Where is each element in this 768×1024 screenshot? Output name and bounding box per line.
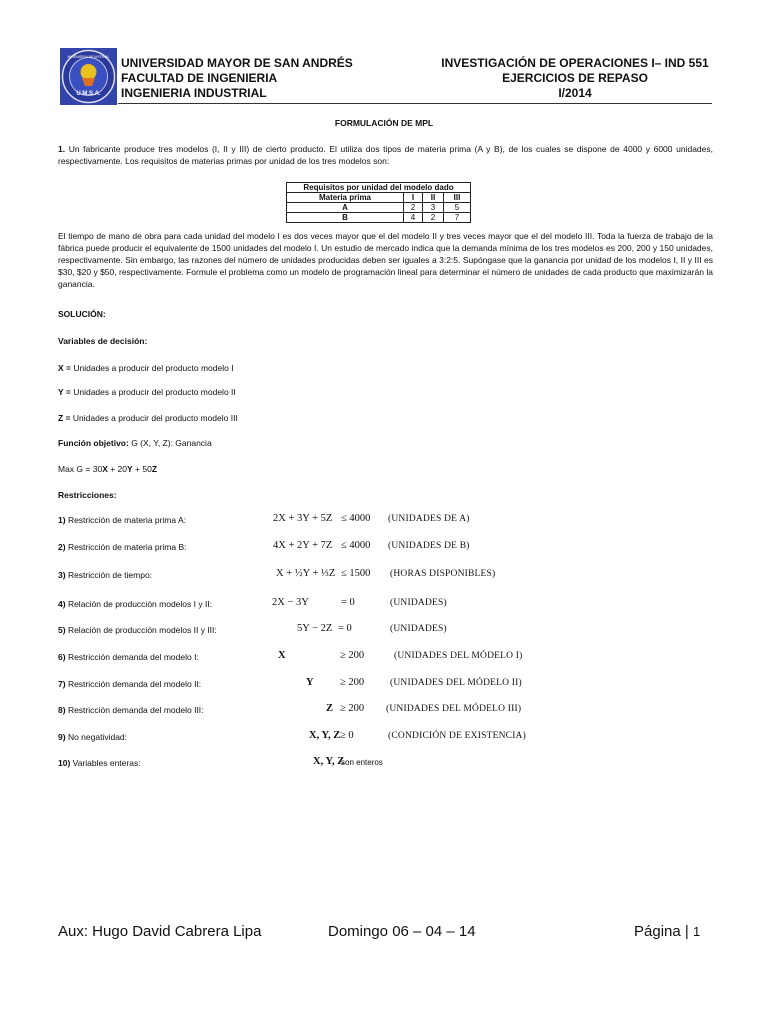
objective-desc: G (X, Y, Z): Ganancia [131, 438, 212, 448]
problem-intro-text: Un fabricante produce tres modelos (I, II y III) de cierto producto. El utiliza dos tipos de materia prima (A y B), de los cuales se dispone de 4000 y 6000 unidades, respectivamente. Los requisitos de materias primas por unidad de los tres modelos son: [58, 144, 713, 166]
table-cell: 5 [444, 203, 471, 213]
restriction-number: 4) [58, 599, 66, 609]
max-mid1: + 20 [107, 464, 128, 474]
header-exercises: EJERCICIOS DE REPASO [502, 71, 648, 85]
restriction-label [58, 678, 201, 690]
header-course: INVESTIGACIÓN DE OPERACIONES I– IND 551 [441, 56, 709, 70]
header-university: UNIVERSIDAD MAYOR DE SAN ANDRÉS [121, 56, 353, 70]
restriction-expr: Y [306, 677, 314, 688]
restriction-rel: = 0 [338, 623, 352, 634]
max-x: X [102, 464, 108, 474]
table-header-cell: II [423, 193, 444, 203]
restriction-unit: (HORAS DISPONIBLES) [390, 569, 496, 579]
max-z: Z [151, 464, 158, 474]
restriction-number: 3) [58, 570, 66, 580]
header-faculty: FACULTAD DE INGENIERIA [121, 71, 278, 85]
table-header-cell: III [444, 193, 471, 203]
restriction-unit: (UNIDADES DEL MÓDELO I) [394, 651, 523, 661]
table-cell: 2 [423, 213, 444, 223]
requirements-table-wrap [286, 182, 471, 223]
problem-body: El tiempo de mano de obra para cada unidad del modelo I es dos veces mayor que el del modelo II y tres veces mayor que el del modelo III. Toda la fuerza de trabajo de la fábrica puede producir el equivalente de 1500 unidades del modelo I. Un estudio de mercado indica que la demanda mínima de los tres modelos es 200, 200 y 150 unidades, respectivamente. Sin embargo, las razones del número de unidades producidas deben ser iguales a 3:2:5. Supóngase que la ganancia por unidad de los modelos I, II y III es $30, $20 y $50, respectivamente. Formule el problema como un modelo de programación lineal para determinar el número de unidades de cada producto que maximizarán la ganancia. [58, 231, 713, 289]
decision-vars-title: Variables de decisión: [58, 336, 148, 346]
restriction-text: Restricción de tiempo: [67, 570, 153, 580]
restriction-label [58, 731, 127, 743]
table-header-cell: I [404, 193, 423, 203]
restriction-number: 9) [58, 732, 66, 742]
var-symbol: X = [58, 363, 71, 373]
page-number: 1 [692, 924, 701, 939]
header-term: I/2014 [558, 86, 592, 100]
table-title: Requisitos por unidad del modelo dado [287, 183, 471, 193]
restriction-label [58, 624, 217, 636]
max-mid2: + 50 [132, 464, 152, 474]
restriction-label [58, 514, 186, 526]
header-divider [118, 103, 712, 104]
restriction-label [58, 757, 141, 769]
restriction-rel: ≥ 200 [340, 650, 365, 661]
restriction-text: Restricción demanda del modelo II: [67, 679, 202, 689]
restriction-unit: (UNIDADES) [390, 598, 447, 608]
restriction-label [58, 569, 152, 581]
restriction-text: No negatividad: [67, 732, 128, 742]
footer-author: Aux: Hugo David Cabrera Lipa [58, 923, 262, 940]
restriction-expr: 2X − 3Y [272, 597, 309, 608]
restriction-expr: 4X + 2Y + 7Z [273, 540, 333, 551]
restriction-rel: ≤ 4000 [341, 513, 371, 524]
restriction-label [58, 704, 204, 716]
table-cell: 4 [404, 213, 423, 223]
restriction-expr: X + ½Y + ⅓Z [276, 568, 336, 579]
restriction-text: Restricción de materia prima B: [67, 542, 187, 552]
restriction-number: 1) [58, 515, 66, 525]
restriction-number: 8) [58, 705, 66, 715]
restriction-number: 7) [58, 679, 66, 689]
restriction-unit: (UNIDADES DE B) [388, 541, 470, 551]
restriction-number: 10) [58, 758, 71, 768]
restriction-rel: ≤ 1500 [341, 568, 371, 579]
table-cell: 7 [444, 213, 471, 223]
solution-title: SOLUCIÓN: [58, 309, 106, 319]
restriction-text: Restricción de materia prima A: [67, 515, 187, 525]
restriction-number: 6) [58, 652, 66, 662]
restriction-rel: ≥ 0 [340, 730, 354, 741]
restriction-text: Restricción demanda del modelo I: [67, 652, 199, 662]
restriction-text: Relación de producción modelos I y II: [67, 599, 213, 609]
var-description: Unidades a producir del producto modelo III [72, 413, 238, 423]
var-description: Unidades a producir del producto modelo I [73, 363, 234, 373]
restriction-rel: son enteros [341, 758, 383, 767]
decision-var-z [58, 412, 238, 424]
restriction-unit: (UNIDADES DEL MÓDELO III) [386, 704, 522, 714]
restriction-number: 2) [58, 542, 66, 552]
restriction-rel: ≥ 200 [340, 703, 365, 714]
restriction-expr: 2X + 3Y + 5Z [273, 513, 333, 524]
restriction-text: Restricción demanda del modelo III: [67, 705, 204, 715]
university-logo [60, 48, 117, 105]
table-header-cell: Materia prima [287, 193, 404, 203]
logo-bottom-text: U.M.S.A. [76, 91, 101, 97]
header-career: INGENIERIA INDUSTRIAL [121, 86, 267, 100]
restriction-rel: ≥ 200 [340, 677, 365, 688]
var-symbol: Y = [58, 387, 71, 397]
restriction-expr: X, Y, Z [309, 730, 341, 741]
problem-number: 1. [58, 144, 66, 154]
restriction-number: 5) [58, 625, 66, 635]
table-cell: 3 [423, 203, 444, 213]
restriction-label [58, 541, 187, 553]
decision-var-y [58, 386, 236, 398]
objective-function [58, 437, 212, 449]
max-y: Y [127, 464, 133, 474]
section-title: FORMULACIÓN DE MPL [334, 118, 434, 128]
restrictions-title: Restricciones: [58, 490, 117, 500]
page-label: Página | [634, 923, 689, 940]
table-row [287, 203, 471, 213]
restriction-text: Relación de producción modelos II y III: [67, 625, 217, 635]
max-expression [58, 463, 157, 475]
var-description: Unidades a producir del producto modelo II [73, 387, 236, 397]
footer-date: Domingo 06 – 04 – 14 [328, 923, 476, 940]
table-cell: B [287, 213, 404, 223]
restriction-text: Variables enteras: [72, 758, 141, 768]
footer-page [634, 923, 700, 941]
objective-label: Función objetivo: [58, 438, 129, 448]
table-row [287, 213, 471, 223]
decision-var-x [58, 362, 234, 374]
problem-intro [58, 143, 713, 167]
restriction-rel: ≤ 4000 [341, 540, 371, 551]
restriction-unit: (UNIDADES DEL MÓDELO II) [390, 678, 522, 688]
table-cell: 2 [404, 203, 423, 213]
restriction-unit: (UNIDADES DE A) [388, 514, 470, 524]
restriction-expr: X, Y, Z [313, 756, 345, 767]
restriction-expr: Z [326, 703, 334, 714]
max-prefix: Max G = 30 [58, 464, 103, 474]
restriction-rel: = 0 [341, 597, 355, 608]
restriction-label [58, 651, 199, 663]
restriction-unit: (CONDICIÓN DE EXISTENCIA) [388, 731, 526, 741]
var-symbol: Z = [58, 413, 71, 423]
restriction-expr: 5Y − 2Z [297, 623, 333, 634]
table-cell: A [287, 203, 404, 213]
logo-top-text: INGENIERIA INDUSTRIAL [67, 55, 110, 59]
requirements-table [286, 182, 471, 223]
restriction-unit: (UNIDADES) [390, 624, 447, 634]
restriction-expr: X [278, 650, 286, 661]
restriction-label [58, 598, 212, 610]
